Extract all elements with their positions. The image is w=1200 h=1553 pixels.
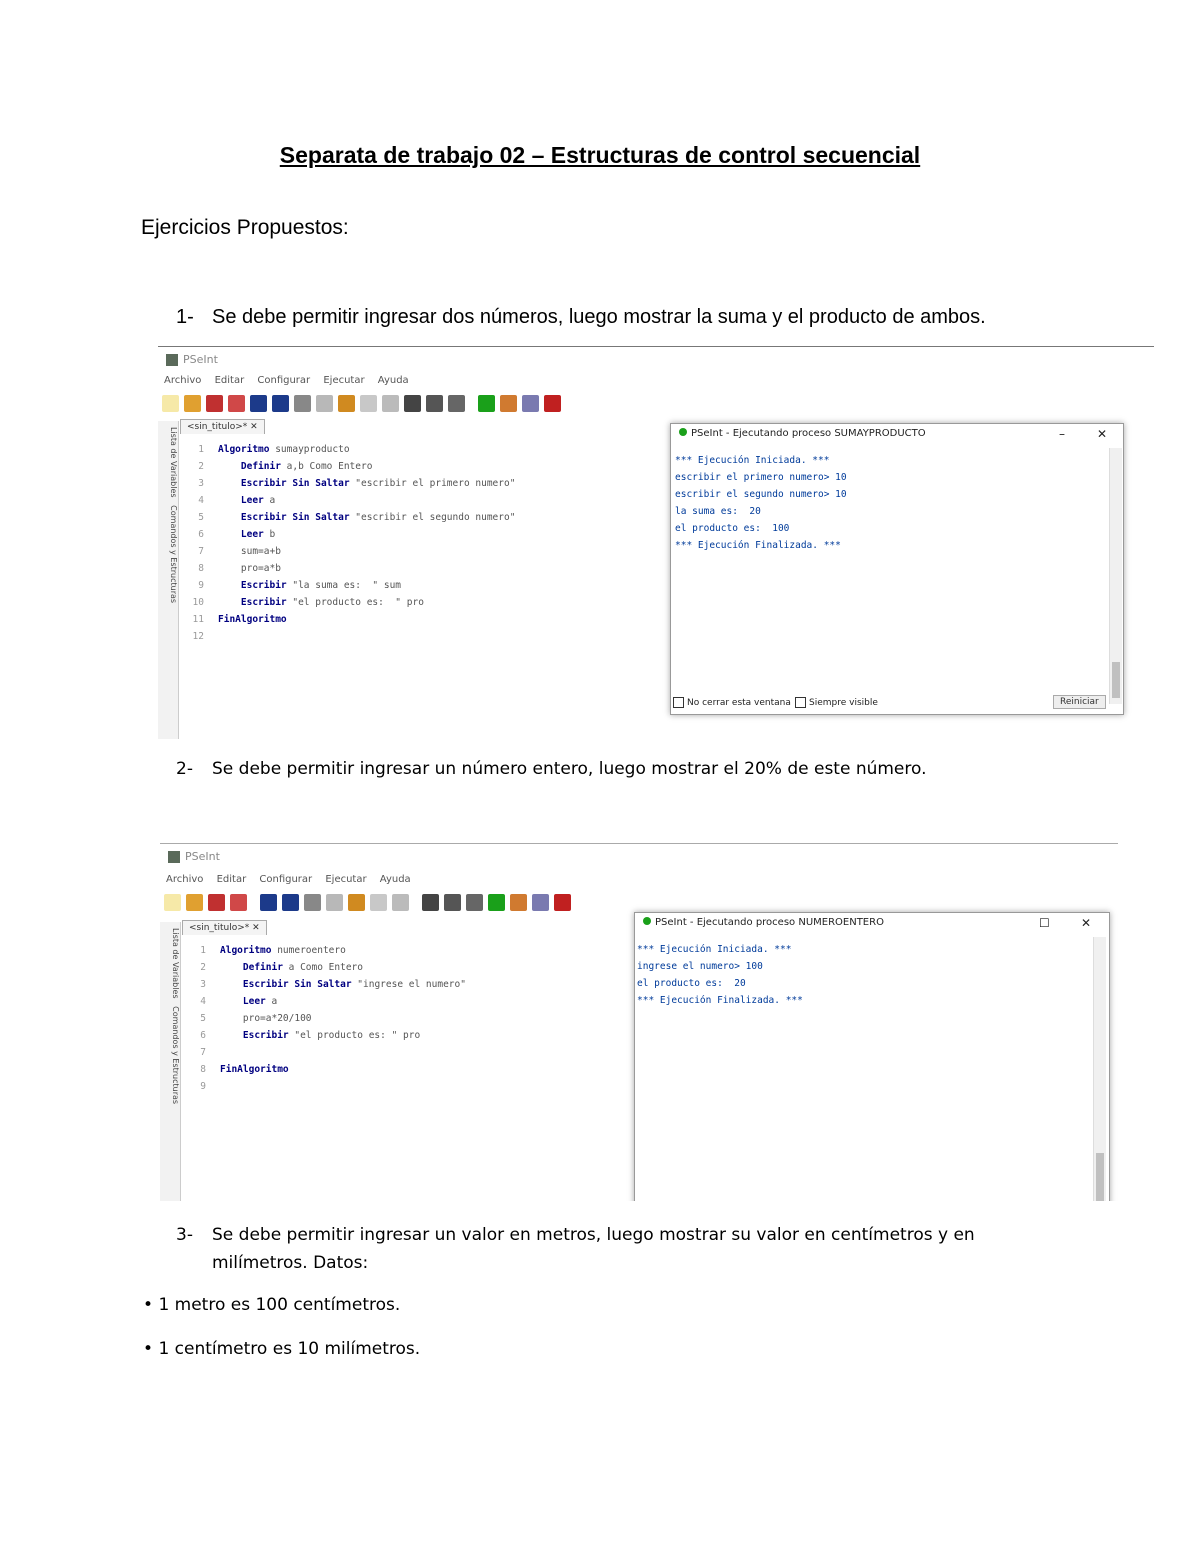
line-number: 6 [198,529,204,540]
line-number: 1 [198,444,204,455]
find-icon[interactable] [422,894,439,911]
code-text: a [265,996,278,1007]
code-line [178,441,515,458]
code-text: sum=a+b [218,546,281,557]
code-text: "el producto es: " pro [288,1030,421,1041]
line-number: 4 [198,495,204,506]
line-number: 3 [198,478,204,489]
line-number: 2 [198,461,204,472]
code-line [178,509,515,526]
run-window [634,912,1110,1201]
cut-icon[interactable] [294,395,311,412]
code-editor[interactable] [180,942,466,1095]
line-number: 12 [192,631,204,642]
cut-icon[interactable] [304,894,321,911]
save-icon[interactable] [206,395,223,412]
line-number: 5 [198,512,204,523]
line-number: 6 [200,1030,206,1041]
menu-bar [166,874,421,885]
save-as-icon[interactable] [228,395,245,412]
code-keyword: Algoritmo [220,945,272,956]
always-visible-checkbox[interactable] [795,697,806,708]
code-keyword: Algoritmo [218,444,270,455]
reiniciar-button[interactable]: Reiniciar [1053,695,1106,709]
always-visible-option[interactable]: Siempre visible [795,697,878,708]
undo-icon[interactable] [260,894,277,911]
toolbar [164,890,571,914]
line-number: 5 [200,1013,206,1024]
copy-icon[interactable] [316,395,333,412]
open-folder-icon[interactable] [186,894,203,911]
format-icon[interactable] [360,395,377,412]
code-line [178,611,515,628]
variables-panel-tab[interactable]: Lista de Variables [169,427,178,498]
new-file-icon[interactable] [164,894,181,911]
line-number: 10 [192,597,204,608]
exercise-text-continued: milímetros. Datos: [212,1253,369,1273]
code-editor[interactable] [178,441,515,645]
line-number: 11 [192,614,204,625]
line-number: 9 [198,580,204,591]
maximize-button[interactable]: ☐ [1039,916,1050,930]
code-line [180,993,466,1010]
code-text: "el producto es: " pro [286,597,424,608]
find-next-icon[interactable] [426,395,443,412]
replace-icon[interactable] [466,894,483,911]
code-keyword: Escribir Sin Saltar [218,512,350,523]
commands-panel-tab[interactable]: Comandos y Estructuras [169,505,178,604]
console-line: *** Ejecución Iniciada. *** [637,944,792,955]
replace-icon[interactable] [448,395,465,412]
line-number: 8 [198,563,204,574]
bullet-icon: • [143,1339,154,1359]
console-output [675,452,847,554]
code-keyword: Escribir Sin Saltar [218,478,350,489]
indent-icon[interactable] [382,395,399,412]
line-number: 8 [200,1064,206,1075]
no-close-checkbox[interactable] [673,697,684,708]
find-icon[interactable] [404,395,421,412]
indent-icon[interactable] [392,894,409,911]
open-folder-icon[interactable] [184,395,201,412]
code-keyword: Leer [218,529,264,540]
console-line: escribir el primero numero> 10 [675,472,847,483]
code-text: pro=a*b [218,563,281,574]
code-keyword: Escribir Sin Saltar [220,979,352,990]
paste-icon[interactable] [338,395,355,412]
pseint-logo-icon [168,851,180,863]
exercise-number: 3- [176,1225,193,1245]
console-line: el producto es: 20 [637,978,746,989]
code-text: a Como Entero [282,962,363,973]
exercise-text: Se debe permitir ingresar dos números, luego mostrar la suma y el producto de ambos. [212,306,986,328]
exercise-1 [176,306,986,329]
code-keyword: Leer [218,495,264,506]
code-keyword: Escribir [218,597,287,608]
menu-editar[interactable]: Editar [214,375,245,386]
code-text: pro=a*20/100 [220,1013,312,1024]
exercise-text: Se debe permitir ingresar un valor en metros, luego mostrar su valor en centímetros y en [212,1225,975,1245]
code-text: b [263,529,276,540]
pseint-screenshot-2 [160,843,1118,1201]
console-line: el producto es: 100 [675,523,790,534]
menu-ejecutar[interactable]: Ejecutar [323,375,365,386]
code-keyword: FinAlgoritmo [218,614,287,625]
close-button[interactable]: ✕ [1081,916,1092,930]
bullet-item: • 1 centímetro es 10 milímetros. [143,1339,421,1359]
menu-editar[interactable]: Editar [216,874,247,885]
run-icon[interactable] [488,894,505,911]
run-status-icon [643,917,651,925]
code-text: "ingrese el numero" [351,979,466,990]
code-line [178,475,515,492]
flowchart-icon[interactable] [522,395,539,412]
save-as-icon[interactable] [230,894,247,911]
save-icon[interactable] [208,894,225,911]
code-line [178,577,515,594]
run-window [670,423,1124,715]
minimize-button[interactable]: – [1059,427,1065,441]
code-keyword: Definir [220,962,283,973]
scrollbar-thumb[interactable] [1112,662,1120,698]
redo-icon[interactable] [282,894,299,911]
code-line [180,1044,466,1061]
code-line [180,942,466,959]
code-text: numeroentero [271,945,346,956]
code-keyword: FinAlgoritmo [220,1064,289,1075]
code-line [180,1010,466,1027]
pseint-logo-icon [166,354,178,366]
exercise-number: 1- [176,306,194,328]
scrollbar[interactable] [1093,937,1106,1201]
code-line [178,492,515,509]
console-line: *** Ejecución Iniciada. *** [675,455,830,466]
code-text: "escribir el primero numero" [349,478,516,489]
line-number: 7 [200,1047,206,1058]
line-number: 4 [200,996,206,1007]
tab-close-icon[interactable]: ✕ [250,422,258,432]
flowchart-icon[interactable] [532,894,549,911]
paste-icon[interactable] [348,894,365,911]
code-keyword: Escribir [218,580,287,591]
tab-close-icon[interactable]: ✕ [252,923,260,933]
menu-ejecutar[interactable]: Ejecutar [325,874,367,885]
code-line [178,543,515,560]
menu-configurar[interactable]: Configurar [259,874,313,885]
console-line: escribir el segundo numero> 10 [675,489,847,500]
app-title: PSeInt [166,353,218,366]
exercise-number: 2- [176,759,193,779]
menu-ayuda[interactable]: Ayuda [377,375,409,386]
step-icon[interactable] [500,395,517,412]
console-line: *** Ejecución Finalizada. *** [675,540,841,551]
help-icon[interactable] [554,894,571,911]
console-line: *** Ejecución Finalizada. *** [637,995,803,1006]
commands-panel-tab[interactable]: Comandos y Estructuras [171,1006,180,1105]
code-line [178,526,515,543]
run-window-title: PSeInt - Ejecutando proceso SUMAYPRODUCTO [679,428,926,439]
redo-icon[interactable] [272,395,289,412]
menu-bar [164,375,419,386]
code-line [180,1078,466,1095]
side-panel [160,922,181,1201]
line-number: 3 [200,979,206,990]
close-button[interactable]: ✕ [1097,427,1108,441]
scrollbar-thumb[interactable] [1096,1153,1104,1201]
code-text: "escribir el segundo numero" [349,512,516,523]
console-line: ingrese el numero> 100 [637,961,763,972]
new-file-icon[interactable] [162,395,179,412]
code-text: a [263,495,276,506]
code-text: a,b Como Entero [280,461,373,472]
step-icon[interactable] [510,894,527,911]
bullet-item: • 1 metro es 100 centímetros. [143,1295,401,1315]
code-line [178,628,515,645]
editor-tab[interactable]: <sin_titulo>* ✕ [180,419,265,434]
code-line [178,560,515,577]
run-icon[interactable] [478,395,495,412]
console-line: la suma es: 20 [675,506,761,517]
menu-ayuda[interactable]: Ayuda [379,874,411,885]
code-text: "la suma es: " sum [286,580,402,591]
console-output [637,941,803,1009]
document-subtitle: Ejercicios Propuestos: [141,216,349,239]
no-close-option[interactable]: No cerrar esta ventana [673,697,791,708]
code-keyword: Escribir [220,1030,289,1041]
run-window-title: PSeInt - Ejecutando proceso NUMEROENTERO [643,917,884,928]
scrollbar[interactable] [1109,448,1122,704]
code-keyword: Definir [218,461,281,472]
bullet-icon: • [143,1295,154,1315]
exercise-2 [176,759,927,779]
code-text: sumayproducto [269,444,350,455]
exercise-3 [176,1221,975,1277]
menu-configurar[interactable]: Configurar [257,375,311,386]
run-status-icon [679,428,687,436]
code-line [178,458,515,475]
code-line [180,1027,466,1044]
document-title: Separata de trabajo 02 – Estructuras de control secuencial [279,142,921,168]
menu-archivo[interactable]: Archivo [164,375,202,386]
editor-tab[interactable]: <sin_titulo>* ✕ [182,920,267,935]
toolbar [162,391,561,415]
code-line [180,959,466,976]
format-icon[interactable] [370,894,387,911]
code-keyword: Leer [220,996,266,1007]
help-icon[interactable] [544,395,561,412]
find-next-icon[interactable] [444,894,461,911]
exercise-text: Se debe permitir ingresar un número entero, luego mostrar el 20% de este número. [212,759,927,779]
menu-archivo[interactable]: Archivo [166,874,204,885]
app-title: PSeInt [168,850,220,863]
code-line [180,976,466,993]
variables-panel-tab[interactable]: Lista de Variables [171,928,180,999]
side-panel [158,421,179,739]
copy-icon[interactable] [326,894,343,911]
code-line [180,1061,466,1078]
line-number: 1 [200,945,206,956]
line-number: 9 [200,1081,206,1092]
line-number: 7 [198,546,204,557]
line-number: 2 [200,962,206,973]
code-line [178,594,515,611]
pseint-screenshot-1 [158,346,1154,739]
undo-icon[interactable] [250,395,267,412]
